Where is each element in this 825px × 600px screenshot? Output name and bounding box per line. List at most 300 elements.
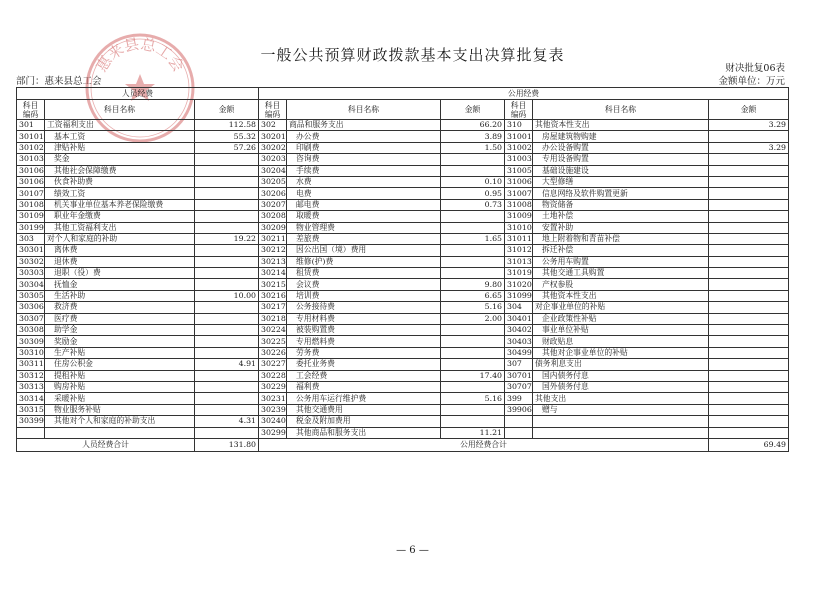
cell-n1: 离休费	[45, 245, 195, 256]
cell-a3: 3.29	[709, 142, 789, 153]
cell-n2: 物业管理费	[287, 222, 441, 233]
cell-a1	[195, 336, 259, 347]
cell-a3	[709, 359, 789, 370]
cell-a1	[195, 404, 259, 415]
cell-c1: 30308	[17, 325, 45, 336]
cell-n2: 税金及附加费用	[287, 416, 441, 427]
cell-n3: 财政贴息	[533, 336, 709, 347]
cell-c1: 30301	[17, 245, 45, 256]
cell-a2	[441, 325, 505, 336]
cell-n3: 房屋建筑物购建	[533, 131, 709, 142]
cell-a3	[709, 268, 789, 279]
column-header: 金额	[195, 100, 259, 120]
cell-n1: 其他工资福利支出	[45, 222, 195, 233]
cell-n1: 津贴补贴	[45, 142, 195, 153]
cell-n2: 公务接待费	[287, 302, 441, 313]
cell-c1: 30312	[17, 370, 45, 381]
cell-a2	[441, 347, 505, 358]
cell-n3	[533, 416, 709, 427]
cell-c2: 30215	[259, 279, 287, 290]
column-header: 科目名称	[533, 100, 709, 120]
cell-a2	[441, 416, 505, 427]
cell-a1	[195, 222, 259, 233]
cell-c3: 310	[505, 120, 533, 131]
cell-a1	[195, 370, 259, 381]
cell-c3: 39906	[505, 404, 533, 415]
cell-n3: 其他交通工具购置	[533, 268, 709, 279]
table-row	[17, 222, 789, 233]
cell-n1: 伙食补助费	[45, 176, 195, 187]
cell-a3	[709, 233, 789, 244]
cell-a2	[441, 359, 505, 370]
cell-n1	[45, 427, 195, 438]
cell-a2	[441, 165, 505, 176]
table-row	[17, 404, 789, 415]
table-row	[17, 302, 789, 313]
cell-c3: 31001	[505, 131, 533, 142]
cell-c1: 30107	[17, 188, 45, 199]
cell-a2	[441, 268, 505, 279]
table-row	[17, 336, 789, 347]
cell-n3: 其他支出	[533, 393, 709, 404]
cell-c3: 31020	[505, 279, 533, 290]
cell-a3	[709, 325, 789, 336]
cell-c2: 30231	[259, 393, 287, 404]
cell-a1	[195, 381, 259, 392]
cell-n1: 物业服务补贴	[45, 404, 195, 415]
amount-unit: 金额单位：万元	[718, 76, 785, 87]
cell-a2	[441, 336, 505, 347]
cell-c3: 31019	[505, 268, 533, 279]
cell-n2: 其他交通费用	[287, 404, 441, 415]
table-row	[17, 165, 789, 176]
cell-n3: 地上附着物和青苗补偿	[533, 233, 709, 244]
cell-a1: 4.31	[195, 416, 259, 427]
cell-n3: 债务利息支出	[533, 359, 709, 370]
cell-a1	[195, 245, 259, 256]
cell-n2: 维修(护)费	[287, 256, 441, 267]
cell-n2: 商品和服务支出	[287, 120, 441, 131]
table-row	[17, 256, 789, 267]
table-row	[17, 325, 789, 336]
cell-c3	[505, 416, 533, 427]
cell-n2: 培训费	[287, 290, 441, 301]
cell-a2: 9.80	[441, 279, 505, 290]
cell-n1: 绩效工资	[45, 188, 195, 199]
cell-c2: 30213	[259, 256, 287, 267]
cell-c1: 30108	[17, 199, 45, 210]
cell-n2: 水费	[287, 176, 441, 187]
cell-c2: 30212	[259, 245, 287, 256]
cell-c2: 30206	[259, 188, 287, 199]
cell-a3	[709, 416, 789, 427]
cell-a2: 6.65	[441, 290, 505, 301]
svg-text:惠来县总工会	[92, 35, 187, 75]
cell-n3: 土地补偿	[533, 211, 709, 222]
table-row	[17, 245, 789, 256]
cell-a1	[195, 176, 259, 187]
cell-n2: 咨询费	[287, 154, 441, 165]
cell-c2: 30208	[259, 211, 287, 222]
cell-a3	[709, 302, 789, 313]
cell-a3	[709, 393, 789, 404]
cell-a2	[441, 211, 505, 222]
cell-c2: 30299	[259, 427, 287, 438]
cell-a1	[195, 165, 259, 176]
cell-a1	[195, 302, 259, 313]
cell-a2: 11.21	[441, 427, 505, 438]
table-row	[17, 313, 789, 324]
table-row	[17, 359, 789, 370]
cell-n1: 退休费	[45, 256, 195, 267]
cell-c3: 31010	[505, 222, 533, 233]
cell-n2: 专用材料费	[287, 313, 441, 324]
cell-n3: 其他资本性支出	[533, 120, 709, 131]
cell-n1: 采暖补贴	[45, 393, 195, 404]
cell-n1: 医疗费	[45, 313, 195, 324]
table-row	[17, 131, 789, 142]
cell-a1: 57.26	[195, 142, 259, 153]
cell-c1: 30109	[17, 211, 45, 222]
cell-c1: 30303	[17, 268, 45, 279]
personnel-total-value: 131.80	[195, 438, 259, 451]
cell-a2: 1.65	[441, 233, 505, 244]
cell-n2: 取暖费	[287, 211, 441, 222]
cell-n1: 生活补助	[45, 290, 195, 301]
cell-a1	[195, 154, 259, 165]
cell-c3: 31009	[505, 211, 533, 222]
table-row	[17, 279, 789, 290]
public-header: 公用经费	[259, 88, 789, 100]
cell-c2: 30228	[259, 370, 287, 381]
cell-c1: 301	[17, 120, 45, 131]
cell-a1: 112.58	[195, 120, 259, 131]
cell-n2: 工会经费	[287, 370, 441, 381]
cell-n2: 邮电费	[287, 199, 441, 210]
cell-c1: 30106	[17, 176, 45, 187]
cell-n1: 基本工资	[45, 131, 195, 142]
cell-a3	[709, 347, 789, 358]
table-row	[17, 142, 789, 153]
cell-a1	[195, 279, 259, 290]
cell-a3	[709, 370, 789, 381]
cell-c1: 30302	[17, 256, 45, 267]
cell-c2: 30216	[259, 290, 287, 301]
public-total-value: 69.49	[709, 438, 789, 451]
cell-c3: 30402	[505, 325, 533, 336]
cell-c3: 31011	[505, 233, 533, 244]
cell-a3	[709, 131, 789, 142]
cell-a2: 0.73	[441, 199, 505, 210]
cell-n2: 被装购置费	[287, 325, 441, 336]
cell-a1	[195, 427, 259, 438]
cell-n3: 其他对企事业单位的补贴	[533, 347, 709, 358]
cell-c2: 30201	[259, 131, 287, 142]
cell-a3	[709, 222, 789, 233]
cell-a3	[709, 256, 789, 267]
cell-n2: 租赁费	[287, 268, 441, 279]
cell-c2: 30217	[259, 302, 287, 313]
cell-n1: 其他对个人和家庭的补助支出	[45, 416, 195, 427]
column-header: 科目名称	[45, 100, 195, 120]
cell-a3	[709, 381, 789, 392]
cell-c1: 30313	[17, 381, 45, 392]
cell-a2: 1.50	[441, 142, 505, 153]
cell-c3: 304	[505, 302, 533, 313]
cell-n3: 拆迁补偿	[533, 245, 709, 256]
cell-c1: 303	[17, 233, 45, 244]
cell-n3: 公务用车购置	[533, 256, 709, 267]
cell-a1: 55.32	[195, 131, 259, 142]
cell-a2: 5.16	[441, 302, 505, 313]
cell-a3	[709, 279, 789, 290]
cell-c2: 30214	[259, 268, 287, 279]
cell-a1	[195, 188, 259, 199]
table-row	[17, 176, 789, 187]
cell-c1: 30399	[17, 416, 45, 427]
cell-c1: 30101	[17, 131, 45, 142]
cell-c1: 30304	[17, 279, 45, 290]
cell-a2	[441, 256, 505, 267]
cell-a3	[709, 404, 789, 415]
table-row	[17, 199, 789, 210]
cell-c2: 30207	[259, 199, 287, 210]
cell-n2: 差旅费	[287, 233, 441, 244]
cell-c1: 30102	[17, 142, 45, 153]
cell-n3: 办公设备购置	[533, 142, 709, 153]
cell-n2: 办公费	[287, 131, 441, 142]
cell-a2	[441, 154, 505, 165]
column-header: 科目编码	[259, 100, 287, 120]
cell-a2: 66.20	[441, 120, 505, 131]
public-total-label: 公用经费合计	[259, 438, 709, 451]
cell-c3: 31006	[505, 176, 533, 187]
personnel-total-label: 人员经费合计	[17, 438, 195, 451]
cell-a2: 0.95	[441, 188, 505, 199]
cell-c2: 30227	[259, 359, 287, 370]
cell-n3	[533, 427, 709, 438]
cell-c1: 30106	[17, 165, 45, 176]
cell-a3	[709, 290, 789, 301]
cell-a3	[709, 245, 789, 256]
cell-a2: 5.16	[441, 393, 505, 404]
cell-c1: 30103	[17, 154, 45, 165]
cell-c1: 30310	[17, 347, 45, 358]
seal-text: 惠来县总工会	[92, 34, 188, 75]
cell-n1: 奖励金	[45, 336, 195, 347]
cell-c2: 30205	[259, 176, 287, 187]
column-header: 科目名称	[287, 100, 441, 120]
table-row	[17, 154, 789, 165]
cell-n3: 大型修缮	[533, 176, 709, 187]
cell-a1	[195, 211, 259, 222]
table-row	[17, 381, 789, 392]
table-row	[17, 120, 789, 131]
page-number: — 6 —	[396, 545, 429, 556]
cell-n1: 购房补贴	[45, 381, 195, 392]
cell-n3: 其他资本性支出	[533, 290, 709, 301]
cell-a1	[195, 313, 259, 324]
cell-a3	[709, 336, 789, 347]
cell-n2: 委托业务费	[287, 359, 441, 370]
cell-c1: 30309	[17, 336, 45, 347]
cell-n3: 基础设施建设	[533, 165, 709, 176]
cell-n3: 事业单位补贴	[533, 325, 709, 336]
cell-a3	[709, 176, 789, 187]
cell-n2: 电费	[287, 188, 441, 199]
table-row	[17, 347, 789, 358]
cell-n2: 公务用车运行维护费	[287, 393, 441, 404]
cell-a2	[441, 381, 505, 392]
cell-a1	[195, 199, 259, 210]
cell-n3: 对企事业单位的补贴	[533, 302, 709, 313]
cell-c2: 30239	[259, 404, 287, 415]
cell-n1: 退职（役）费	[45, 268, 195, 279]
cell-c1: 30315	[17, 404, 45, 415]
table-row	[17, 233, 789, 244]
cell-a3	[709, 211, 789, 222]
column-header: 金额	[441, 100, 505, 120]
cell-c3: 31003	[505, 154, 533, 165]
cell-n1: 对个人和家庭的补助	[45, 233, 195, 244]
cell-a3	[709, 199, 789, 210]
cell-c3: 30499	[505, 347, 533, 358]
cell-a1: 4.91	[195, 359, 259, 370]
cell-n1: 职业年金缴费	[45, 211, 195, 222]
cell-c2: 30225	[259, 336, 287, 347]
cell-n1: 机关事业单位基本养老保险缴费	[45, 199, 195, 210]
cell-n3: 赠与	[533, 404, 709, 415]
cell-c3: 31012	[505, 245, 533, 256]
table-row	[17, 188, 789, 199]
personnel-header: 人员经费	[17, 88, 259, 100]
table-body	[17, 120, 789, 439]
cell-c3: 31005	[505, 165, 533, 176]
cell-c1: 30307	[17, 313, 45, 324]
cell-c2: 302	[259, 120, 287, 131]
cell-c3: 30403	[505, 336, 533, 347]
table-row	[17, 393, 789, 404]
cell-c1: 30305	[17, 290, 45, 301]
cell-a2: 2.00	[441, 313, 505, 324]
cell-n2: 手续费	[287, 165, 441, 176]
cell-c3: 30707	[505, 381, 533, 392]
cell-c2: 30202	[259, 142, 287, 153]
cell-a2	[441, 404, 505, 415]
cell-a3	[709, 188, 789, 199]
cell-c3: 31002	[505, 142, 533, 153]
table-row	[17, 268, 789, 279]
cell-c1	[17, 427, 45, 438]
cell-a1	[195, 347, 259, 358]
cell-c3: 31007	[505, 188, 533, 199]
cell-n1: 其他社会保障缴费	[45, 165, 195, 176]
cell-a3	[709, 154, 789, 165]
cell-c2: 30203	[259, 154, 287, 165]
cell-c2: 30224	[259, 325, 287, 336]
table-row	[17, 427, 789, 438]
cell-n3: 企业政策性补贴	[533, 313, 709, 324]
cell-c3: 31099	[505, 290, 533, 301]
cell-a3: 3.29	[709, 120, 789, 131]
page-title: 一般公共预算财政拨款基本支出决算批复表	[260, 46, 565, 64]
expenditure-table	[16, 87, 789, 452]
cell-a1	[195, 325, 259, 336]
cell-a3	[709, 427, 789, 438]
cell-n3: 信息网络及软件购置更新	[533, 188, 709, 199]
column-header: 科目编码	[17, 100, 45, 120]
cell-n1: 住房公积金	[45, 359, 195, 370]
cell-n2: 会议费	[287, 279, 441, 290]
cell-n3: 国内债务付息	[533, 370, 709, 381]
cell-n2: 因公出国（境）费用	[287, 245, 441, 256]
cell-c1: 30311	[17, 359, 45, 370]
cell-c2: 30226	[259, 347, 287, 358]
cell-c1: 30199	[17, 222, 45, 233]
cell-c2: 30229	[259, 381, 287, 392]
cell-c1: 30314	[17, 393, 45, 404]
cell-a1: 10.00	[195, 290, 259, 301]
form-code: 财决批复06表	[725, 63, 785, 74]
table-row	[17, 211, 789, 222]
cell-n3: 专用设备购置	[533, 154, 709, 165]
cell-a1	[195, 256, 259, 267]
cell-n1: 助学金	[45, 325, 195, 336]
cell-a2: 17.40	[441, 370, 505, 381]
cell-n3: 国外债务付息	[533, 381, 709, 392]
cell-a3	[709, 313, 789, 324]
cell-c2: 30211	[259, 233, 287, 244]
cell-n2: 福利费	[287, 381, 441, 392]
department-label: 部门：惠来县总工会	[16, 76, 102, 87]
cell-n2: 专用燃料费	[287, 336, 441, 347]
column-header: 金额	[709, 100, 789, 120]
cell-n2: 其他商品和服务支出	[287, 427, 441, 438]
cell-n3: 物资储备	[533, 199, 709, 210]
cell-a3	[709, 165, 789, 176]
cell-a2: 3.89	[441, 131, 505, 142]
cell-n1: 抚恤金	[45, 279, 195, 290]
cell-n1: 奖金	[45, 154, 195, 165]
cell-a2	[441, 222, 505, 233]
table-row	[17, 370, 789, 381]
cell-c3: 30401	[505, 313, 533, 324]
cell-a1: 19.22	[195, 233, 259, 244]
cell-c3: 31008	[505, 199, 533, 210]
cell-a1	[195, 268, 259, 279]
cell-c3: 307	[505, 359, 533, 370]
cell-n1: 提租补贴	[45, 370, 195, 381]
column-header: 科目编码	[505, 100, 533, 120]
cell-c3: 31013	[505, 256, 533, 267]
cell-c2: 30209	[259, 222, 287, 233]
cell-n3: 产权参股	[533, 279, 709, 290]
cell-a1	[195, 393, 259, 404]
cell-c2: 30218	[259, 313, 287, 324]
cell-n1: 生产补贴	[45, 347, 195, 358]
table-row	[17, 290, 789, 301]
cell-c3: 30701	[505, 370, 533, 381]
cell-n1: 工资福利支出	[45, 120, 195, 131]
cell-n3: 安置补助	[533, 222, 709, 233]
cell-c2: 30204	[259, 165, 287, 176]
table-row	[17, 416, 789, 427]
cell-n1: 救济费	[45, 302, 195, 313]
cell-a2	[441, 245, 505, 256]
cell-n2: 劳务费	[287, 347, 441, 358]
cell-c3	[505, 427, 533, 438]
cell-c1: 30306	[17, 302, 45, 313]
